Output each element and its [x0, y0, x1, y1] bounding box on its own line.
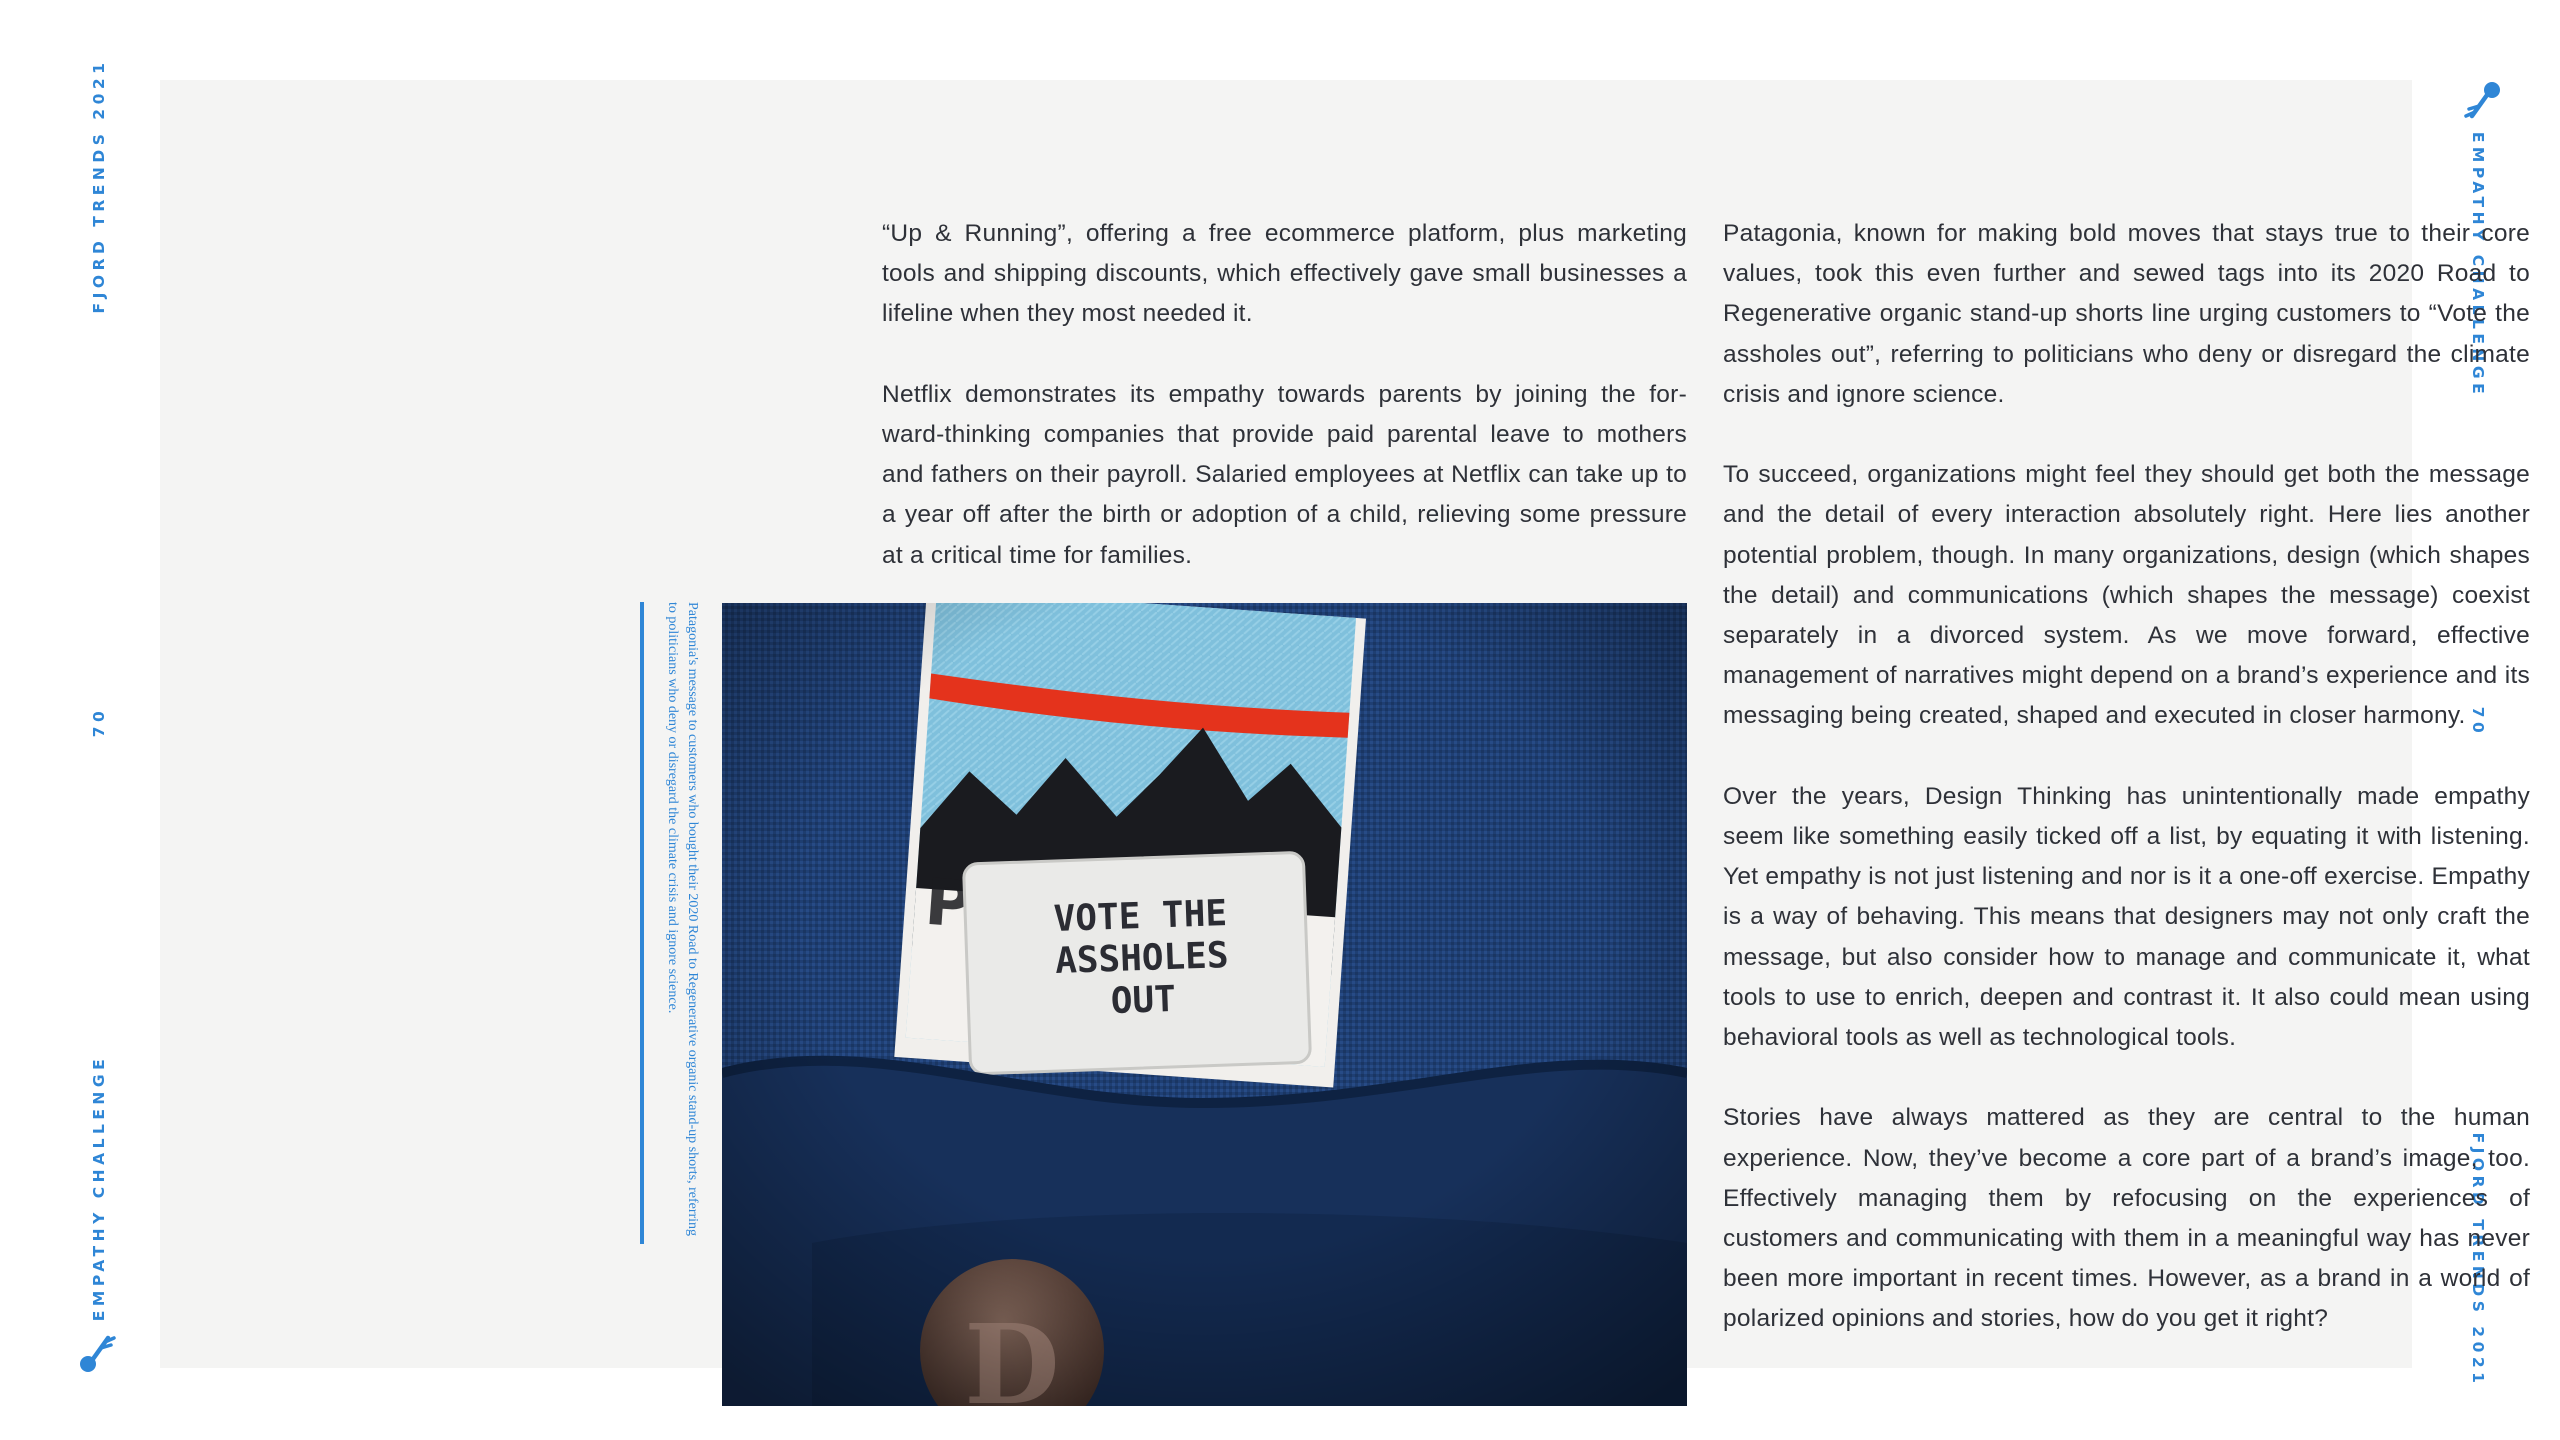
paragraph: Stories have always mattered as they are central to the human experience. Now, they’ve become a core part of a brand’s image, too. Effectively managing them by refocusing on the experiences of customers and communicating with them in a meaningful way has never been more important in recent times. However, as a brand in a world of polarized opinions and stories, how do you get it right?	[1723, 1104, 2530, 1333]
patagonia-tag-illustration	[722, 603, 1687, 1406]
paragraph: Over the years, Design Thinking has unintentionally made empathy seem like something easily ticked off a list, by equating it with listening. Yet empathy is not just listening and nor is it a one-off exercise. Empathy is a way of behaving. This means that designers may not only craft the message, but also consider how to manage and communicate it, what tools to use to enrich, deepen and contrast it. It also could mean using behavioral tools as well as technological tools.	[1723, 782, 2530, 1052]
figure-caption: Patagonia's message to customers who bought their 2020 Road to Regenerative organic stand-up shorts, referring to politicians who deny or disregard the climate crisis and ignore science.	[665, 602, 700, 1237]
caption-accent-bar	[640, 602, 644, 1244]
right-text-column	[1723, 214, 2530, 1380]
paragraph: Netflix demonstrates its empathy towards parents by joining the for-ward-thinking companies that provide paid parental leave to mothers and fathers on their payroll. Salaried employees at Netflix can take up to a year off after the birth or adoption of a child, relieving some pressure at a critical time for families.	[882, 380, 1687, 569]
paragraph: To succeed, organizations might feel they should get both the message and the detail of every interaction absolutely right. Here lies another potential problem, though. In many organizations, design (which shapes the detail) and communications (which shapes the message) coexist separately in a divorced system. As we move forward, effective management of narratives might depend on a brand’s experience and its messaging being created, shaped and executed in closer harmony.	[1723, 461, 2530, 730]
paragraph: “Up & Running”, offering a free ecommerce platform, plus marketing tools and shipping discounts, which effectively gave small businesses a lifeline when they most needed it.	[882, 220, 1687, 328]
left-text-column	[882, 214, 1687, 616]
paragraph: Patagonia, known for making bold moves that stays true to their core values, took this even further and sewed tags into its 2020 Road to Regenerative organic stand-up shorts line urging customers to “Vote the assholes out”, referring to politicians who deny or disregard the climate crisis and ignore science.	[1723, 220, 2530, 408]
sidebar-right-title: FJORD TRENDS 2021	[2469, 1132, 2487, 1388]
fjord-key-icon	[2458, 78, 2504, 124]
sidebar-left-page-number: 70	[90, 706, 108, 738]
patagonia-tag-photo	[722, 603, 1687, 1406]
fjord-key-icon	[76, 1330, 122, 1376]
sidebar-right-page-number: 70	[2469, 706, 2487, 738]
sidebar-left-section: EMPATHY CHALLENGE	[90, 1054, 108, 1322]
sidebar-left-title: FJORD TRENDS 2021	[90, 58, 108, 314]
sidebar-right-section: EMPATHY CHALLENGE	[2469, 131, 2487, 399]
